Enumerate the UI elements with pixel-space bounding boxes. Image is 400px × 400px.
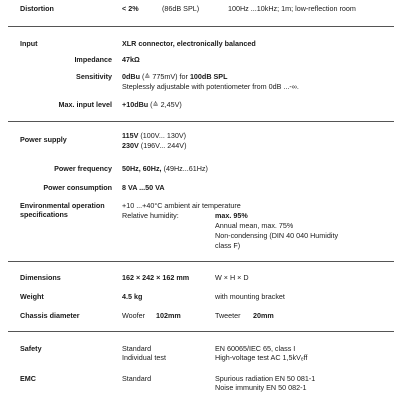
humidity-max: max. 95%: [215, 211, 248, 220]
section-divider: [8, 261, 394, 262]
woofer-value: 102mm: [156, 311, 181, 320]
emc-immunity: Noise immunity EN 50 082-1: [215, 383, 307, 392]
sensitivity-label: Sensitivity: [76, 72, 112, 81]
humidity-noncond-1: Non-condensing (DIN 40 040 Humidity: [215, 231, 339, 240]
section-divider: [8, 331, 394, 332]
sensitivity-value: 0dBu (≙ 775mV) for 100dB SPL: [122, 72, 228, 81]
max-input-label: Max. input level: [58, 100, 112, 109]
weight-label: Weight: [20, 292, 44, 301]
impedance-value: 47kΩ: [122, 55, 140, 64]
section-divider: [8, 121, 394, 122]
power-frequency-label: Power frequency: [54, 164, 112, 173]
emc-radiation: Spurious radiation EN 50 081-1: [215, 374, 316, 383]
power-consumption-label: Power consumption: [43, 183, 112, 192]
env-label-line1: Environmental operation: [20, 201, 105, 210]
humidity-annual: Annual mean, max. 75%: [215, 221, 294, 230]
safety-test-value: High-voltage test AC 1,5kVₑff: [215, 353, 308, 362]
power-supply-230: 230V (196V... 244V): [122, 141, 187, 150]
distortion-label: Distortion: [20, 4, 54, 13]
power-supply-115: 115V (100V... 130V): [122, 131, 187, 140]
distortion-conditions: 100Hz ...10kHz; 1m; low-reflection room: [228, 4, 356, 13]
power-supply-label: Power supply: [20, 135, 67, 144]
emc-standard-label: Standard: [122, 374, 152, 383]
power-frequency-value: 50Hz, 60Hz, (49Hz...61Hz): [122, 164, 208, 173]
safety-individual-test-label: Individual test: [122, 353, 166, 362]
tweeter-label: Tweeter: [215, 311, 241, 320]
impedance-label: Impedance: [74, 55, 112, 64]
section-divider: [8, 26, 394, 27]
weight-note: with mounting bracket: [215, 292, 285, 301]
max-input-value: +10dBu (≙ 2,45V): [122, 100, 182, 109]
woofer-label: Woofer: [122, 311, 146, 320]
env-label-line2: specifications: [20, 210, 68, 219]
dimensions-value: 162 × 242 × 162 mm: [122, 273, 190, 282]
power-consumption-value: 8 VA ...50 VA: [122, 183, 165, 192]
input-label: Input: [20, 39, 38, 48]
emc-label: EMC: [20, 374, 36, 383]
weight-value: 4.5 kg: [122, 292, 143, 301]
distortion-spl: (86dB SPL): [162, 4, 200, 13]
dimensions-label: Dimensions: [20, 273, 61, 282]
safety-standard-label: Standard: [122, 344, 152, 353]
chassis-label: Chassis diameter: [20, 311, 80, 320]
env-temp: +10 ...+40°C ambient air temperature: [122, 201, 241, 210]
dimensions-unit: W × H × D: [215, 273, 249, 282]
input-value: XLR connector, electronically balanced: [122, 39, 256, 48]
distortion-value: < 2%: [122, 4, 139, 13]
humidity-label: Relative humidity:: [122, 211, 179, 220]
safety-standard-value: EN 60065/IEC 65, class I: [215, 344, 296, 353]
humidity-noncond-2: class F): [215, 241, 241, 250]
sensitivity-note: Steplessly adjustable with potentiometer from 0dB ...-∞.: [122, 82, 299, 91]
tweeter-value: 20mm: [253, 311, 274, 320]
safety-label: Safety: [20, 344, 42, 353]
